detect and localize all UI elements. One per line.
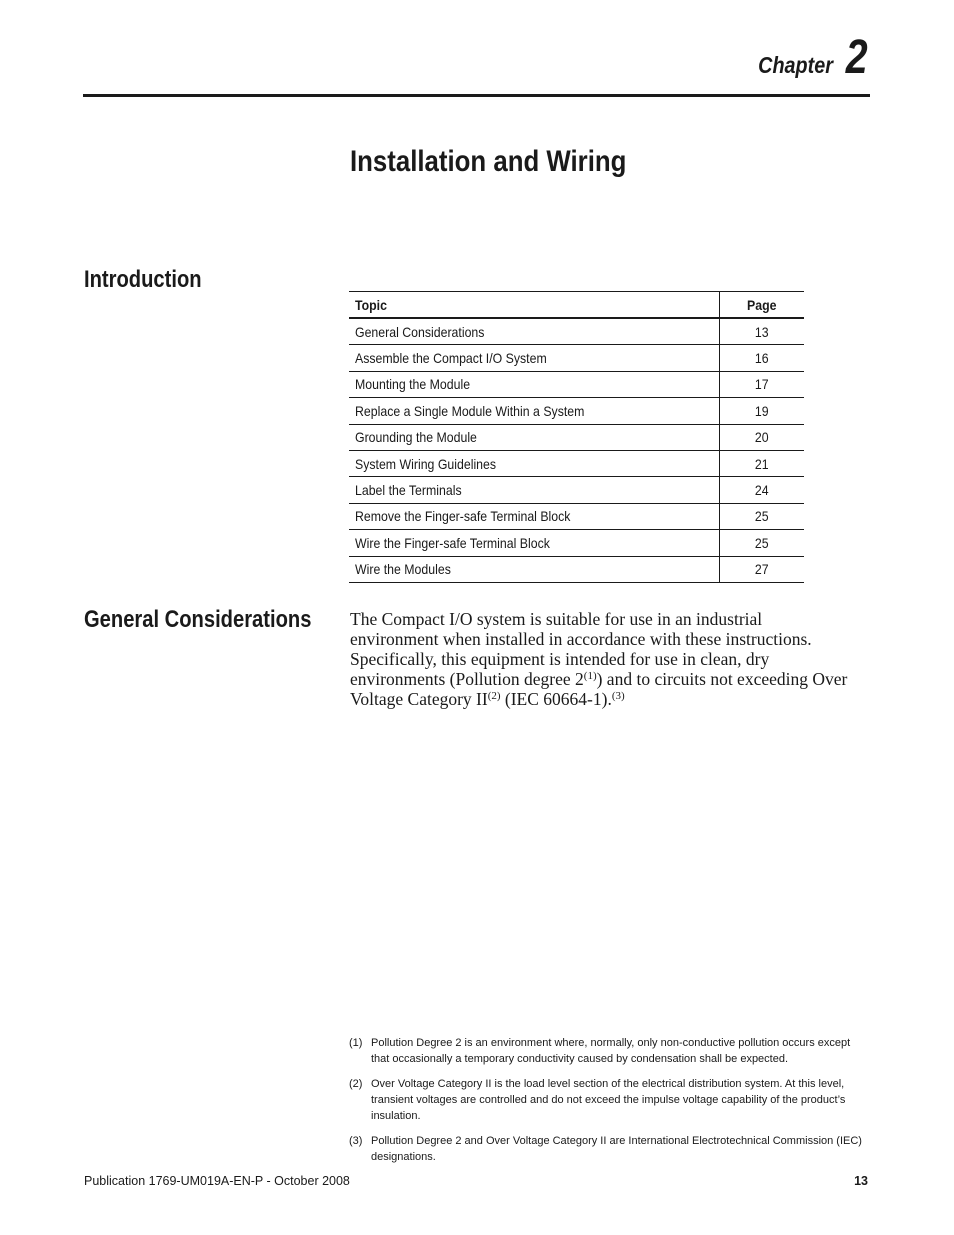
table-row: [349, 371, 804, 397]
general-considerations-paragraph: [350, 609, 850, 709]
table-row: [349, 318, 804, 345]
page-column-header: Page: [720, 292, 805, 319]
header-rule: [83, 94, 870, 97]
publication-footer: Publication 1769-UM019A-EN-P - October 2008: [84, 1174, 350, 1188]
page-cell: 17: [720, 371, 805, 397]
topic-cell: Assemble the Compact I/O System: [349, 345, 720, 371]
table-row: [349, 503, 804, 529]
topic-table-header: [349, 292, 804, 319]
page-cell: 25: [720, 503, 805, 529]
footnote-ref: (2): [487, 690, 501, 702]
chapter-number: 2: [846, 31, 868, 84]
topic-cell: Wire the Modules: [349, 556, 720, 582]
footnote-ref: (1): [583, 670, 597, 682]
table-row: [349, 477, 804, 503]
footnote-text: Pollution Degree 2 is an environment where, normally, only non-conductive pollution occurs except that occasionally a temporary conductivity caused by condensation shall be expected.: [371, 1037, 851, 1065]
introduction-heading: Introduction: [84, 266, 202, 293]
topic-cell: Wire the Finger-safe Terminal Block: [349, 530, 720, 556]
table-row: [349, 345, 804, 371]
footnote-mark: (3): [349, 1135, 363, 1147]
table-row: [349, 450, 804, 476]
topic-cell: Mounting the Module: [349, 371, 720, 397]
general-considerations-heading: General Considerations: [84, 606, 312, 633]
chapter-header: [746, 31, 868, 84]
topic-cell: Label the Terminals: [349, 477, 720, 503]
topic-table: [349, 291, 804, 583]
page-number: 13: [854, 1174, 868, 1188]
topic-cell: System Wiring Guidelines: [349, 450, 720, 476]
footnotes: [349, 1035, 864, 1174]
chapter-label: Chapter: [758, 52, 834, 78]
topic-cell: General Considerations: [349, 318, 720, 345]
footnote-text: Pollution Degree 2 and Over Voltage Category II are International Electrotechnical Commission (IEC) designations.: [371, 1135, 862, 1163]
page-cell: 13: [720, 318, 805, 345]
table-row: [349, 398, 804, 424]
footnote-text: Over Voltage Category II is the load level section of the electrical distribution system. At this level, transient voltages are controlled and do not exceed the impulse voltage capability of the product’s insulation.: [371, 1078, 846, 1122]
page-cell: 16: [720, 345, 805, 371]
footnote-mark: (1): [349, 1037, 363, 1049]
footnote: [349, 1133, 864, 1165]
table-row: [349, 556, 804, 582]
footnote-mark: (2): [349, 1078, 363, 1090]
paragraph-text: ) and to circuits not exceeding Over Voltage Category II: [350, 669, 848, 709]
paragraph-text: The Compact I/O system is suitable for use in an industrial environment when installed in accordance with these instructions. Specifically, this equipment is intended for use in clean, dry environments (Pollution degree 2: [350, 609, 812, 689]
footnote: [349, 1076, 864, 1124]
page-cell: 19: [720, 398, 805, 424]
footnote-ref: (3): [611, 690, 625, 702]
topic-cell: Grounding the Module: [349, 424, 720, 450]
page-cell: 21: [720, 450, 805, 476]
table-row: [349, 424, 804, 450]
topic-cell: Replace a Single Module Within a System: [349, 398, 720, 424]
page-cell: 20: [720, 424, 805, 450]
topic-column-header: Topic: [349, 292, 720, 319]
page-cell: 24: [720, 477, 805, 503]
page-cell: 27: [720, 556, 805, 582]
table-row: [349, 530, 804, 556]
footnote: [349, 1035, 864, 1067]
paragraph-text: (IEC 60664-1).: [500, 689, 612, 709]
page-title: Installation and Wiring: [350, 145, 627, 178]
page-cell: 25: [720, 530, 805, 556]
topic-cell: Remove the Finger-safe Terminal Block: [349, 503, 720, 529]
